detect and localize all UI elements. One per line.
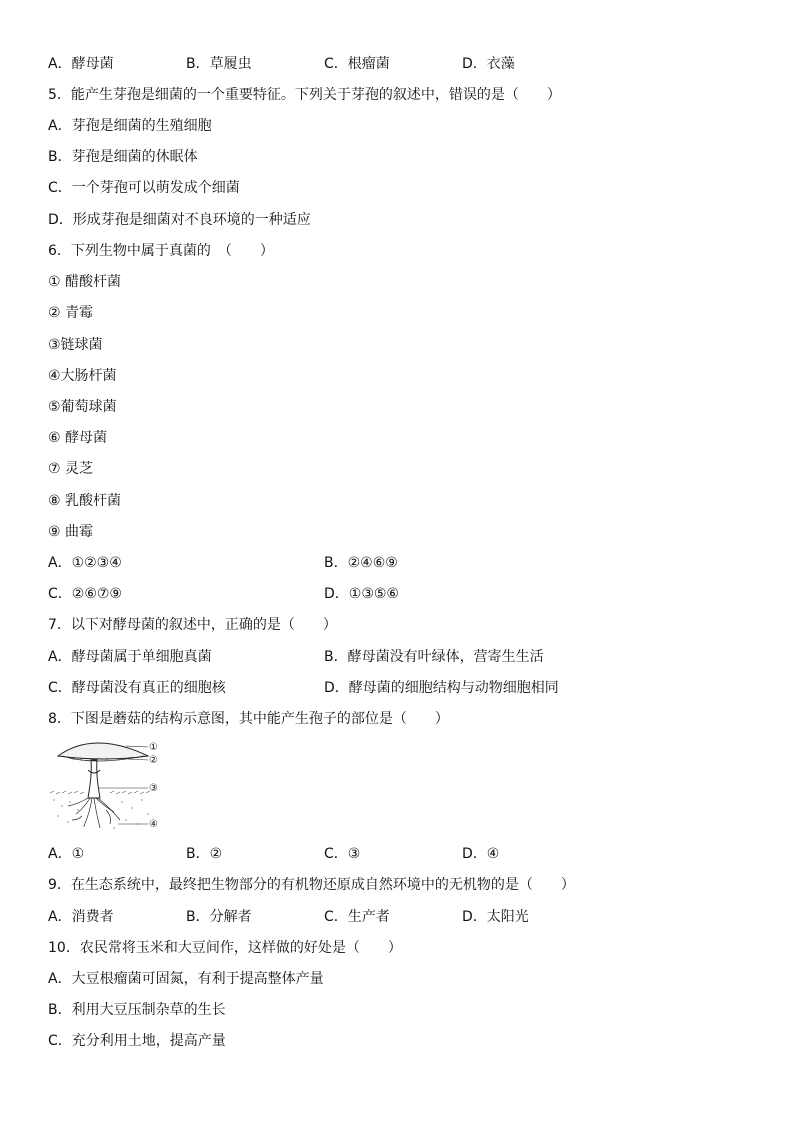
label-3: ③ (149, 783, 158, 794)
mushroom-cap (58, 743, 148, 759)
q8-option-b: B．② (186, 846, 223, 862)
q6-item-2: ② 青霉 (48, 305, 94, 321)
q10-option-a: A．大豆根瘤菌可固氮，有利于提高整体产量 (48, 971, 324, 987)
q4-option-b: B．草履虫 (186, 56, 252, 72)
q9-option-d: D．太阳光 (462, 909, 529, 925)
q6-item-1: ① 醋酸杆菌 (48, 274, 122, 290)
q9-option-c: C．生产者 (324, 909, 390, 925)
q6-item-8: ⑧ 乳酸杆菌 (48, 493, 122, 509)
q6-item-3: ③链球菌 (48, 337, 103, 353)
q10-option-b: B．利用大豆压制杂草的生长 (48, 1002, 226, 1018)
mushroom-stipe (88, 760, 100, 798)
label-1: ① (149, 742, 158, 753)
q6-option-c: C．②⑥⑦⑨ (48, 586, 122, 602)
q4-option-a: A．酵母菌 (48, 56, 114, 72)
q7-option-d: D．酵母菌的细胞结构与动物细胞相同 (324, 680, 559, 696)
q4-option-d: D．衣藻 (462, 56, 515, 72)
q5-option-b: B．芽孢是细菌的休眠体 (48, 149, 198, 165)
q4-option-c: C．根瘤菌 (324, 56, 390, 72)
q7-option-a: A．酵母菌属于单细胞真菌 (48, 649, 212, 665)
q6-option-a: A．①②③④ (48, 555, 122, 571)
q9-option-b: B．分解者 (186, 909, 252, 925)
q5-option-a: A．芽孢是细菌的生殖细胞 (48, 118, 212, 134)
q6-option-d: D．①③⑤⑥ (324, 586, 399, 602)
q8-option-c: C．③ (324, 846, 361, 862)
mushroom-diagram (48, 736, 168, 834)
q6-item-5: ⑤葡萄球菌 (48, 399, 117, 415)
q6-item-4: ④大肠杆菌 (48, 368, 117, 384)
q10-option-c: C．充分利用土地，提高产量 (48, 1033, 226, 1049)
q7-option-c: C．酵母菌没有真正的细胞核 (48, 680, 226, 696)
q6-item-9: ⑨ 曲霉 (48, 524, 94, 540)
label-4: ④ (149, 819, 158, 830)
ground-shading (50, 791, 150, 794)
q10-stem: 10．农民常将玉米和大豆间作，这样做的好处是（ ） (48, 940, 402, 956)
q8-stem: 8．下图是蘑菇的结构示意图，其中能产生孢子的部位是（ ） (48, 711, 449, 727)
q6-stem: 6．下列生物中属于真菌的 （ ） (48, 243, 274, 259)
q5-option-c: C．一个芽孢可以萌发成个细菌 (48, 180, 240, 196)
q7-stem: 7．以下对酵母菌的叙述中，正确的是（ ） (48, 617, 337, 633)
mushroom-mycelium (68, 798, 120, 828)
q5-option-d: D．形成芽孢是细菌对不良环境的一种适应 (48, 212, 311, 228)
q7-option-b: B．酵母菌没有叶绿体，营寄生生活 (324, 649, 544, 665)
q9-option-a: A．消费者 (48, 909, 114, 925)
q9-stem: 9．在生态系统中，最终把生物部分的有机物还原成自然环境中的无机物的是（ ） (48, 877, 575, 893)
label-2: ② (149, 755, 158, 766)
q8-option-d: D．④ (462, 846, 500, 862)
q6-option-b: B．②④⑥⑨ (324, 555, 398, 571)
q6-item-7: ⑦ 灵芝 (48, 461, 94, 477)
q6-item-6: ⑥ 酵母菌 (48, 430, 108, 446)
q5-stem: 5．能产生芽孢是细菌的一个重要特征。下列关于芽孢的叙述中，错误的是（ ） (48, 87, 561, 103)
q8-option-a: A．① (48, 846, 85, 862)
